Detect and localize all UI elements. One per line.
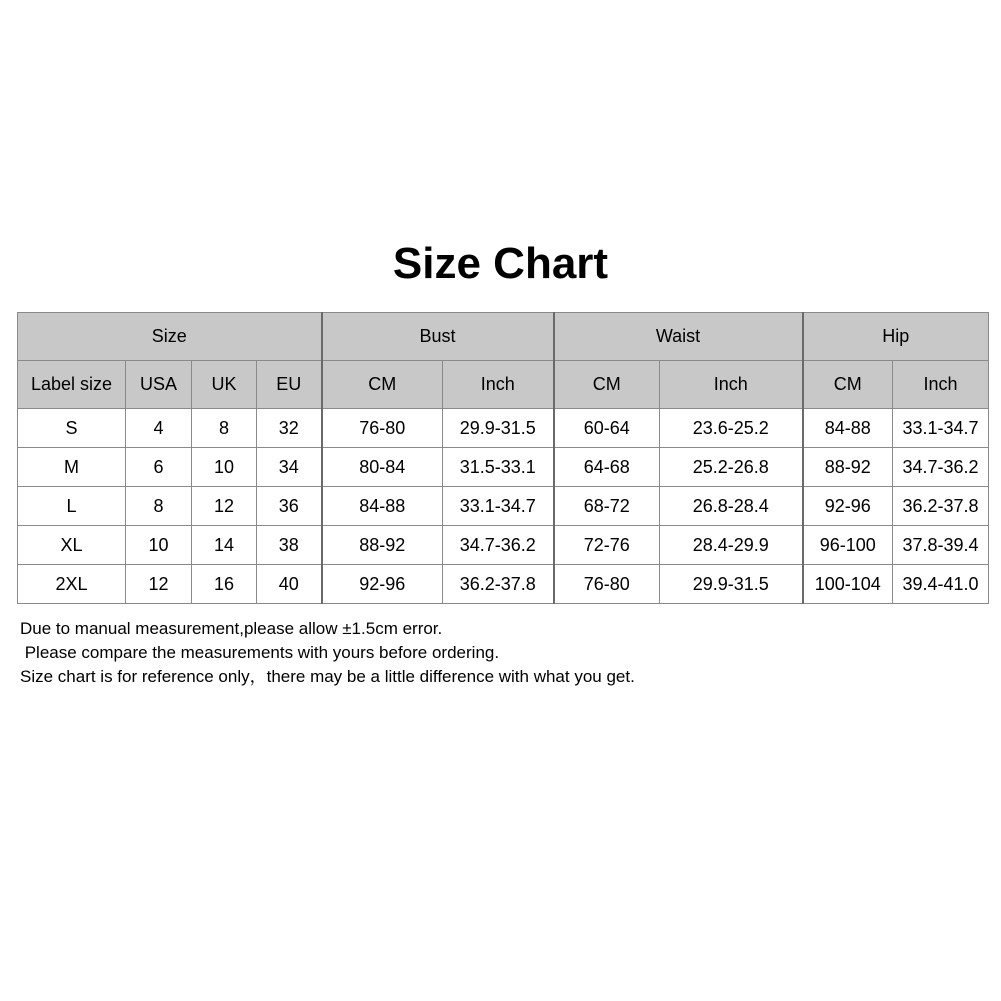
cell-usa: 8 — [126, 487, 192, 526]
subheader-hip-cm: CM — [803, 361, 893, 409]
cell-label-size: L — [18, 487, 126, 526]
cell-bust-inch: 33.1-34.7 — [443, 487, 554, 526]
group-header-waist: Waist — [554, 313, 803, 361]
table-row — [18, 565, 989, 604]
note-line: Due to manual measurement,please allow ±1.5cm error. — [20, 619, 443, 638]
cell-hip-cm: 84-88 — [803, 409, 893, 448]
table-row — [18, 526, 989, 565]
cell-hip-inch: 37.8-39.4 — [893, 526, 989, 565]
note-line: Size chart is for reference only，there may be a little difference with what you get. — [20, 667, 635, 686]
cell-label-size: 2XL — [18, 565, 126, 604]
cell-uk: 14 — [192, 526, 257, 565]
cell-eu: 40 — [257, 565, 322, 604]
cell-waist-inch: 28.4-29.9 — [660, 526, 803, 565]
subheader-hip-inch: Inch — [893, 361, 989, 409]
subheader-bust-inch: Inch — [443, 361, 554, 409]
cell-uk: 10 — [192, 448, 257, 487]
cell-usa: 6 — [126, 448, 192, 487]
cell-hip-inch: 39.4-41.0 — [893, 565, 989, 604]
cell-bust-cm: 80-84 — [322, 448, 443, 487]
cell-bust-inch: 29.9-31.5 — [443, 409, 554, 448]
cell-eu: 32 — [257, 409, 322, 448]
cell-hip-cm: 100-104 — [803, 565, 893, 604]
page-title: Size Chart — [392, 239, 609, 288]
cell-uk: 12 — [192, 487, 257, 526]
cell-waist-cm: 60-64 — [554, 409, 660, 448]
subheader-uk: UK — [192, 361, 257, 409]
cell-bust-inch: 31.5-33.1 — [443, 448, 554, 487]
cell-eu: 36 — [257, 487, 322, 526]
cell-label-size: M — [18, 448, 126, 487]
size-chart-table — [17, 312, 989, 604]
cell-waist-cm: 76-80 — [554, 565, 660, 604]
cell-bust-inch: 36.2-37.8 — [443, 565, 554, 604]
cell-uk: 8 — [192, 409, 257, 448]
cell-usa: 4 — [126, 409, 192, 448]
cell-waist-cm: 64-68 — [554, 448, 660, 487]
table-row — [18, 448, 989, 487]
cell-waist-inch: 26.8-28.4 — [660, 487, 803, 526]
cell-bust-cm: 76-80 — [322, 409, 443, 448]
cell-uk: 16 — [192, 565, 257, 604]
group-header-row — [18, 313, 989, 361]
cell-bust-cm: 88-92 — [322, 526, 443, 565]
subheader-bust-cm: CM — [322, 361, 443, 409]
cell-waist-inch: 29.9-31.5 — [660, 565, 803, 604]
cell-label-size: S — [18, 409, 126, 448]
cell-hip-cm: 92-96 — [803, 487, 893, 526]
cell-waist-cm: 72-76 — [554, 526, 660, 565]
cell-hip-inch: 34.7-36.2 — [893, 448, 989, 487]
cell-waist-cm: 68-72 — [554, 487, 660, 526]
table-row — [18, 487, 989, 526]
subheader-waist-cm: CM — [554, 361, 660, 409]
cell-label-size: XL — [18, 526, 126, 565]
note-line: Please compare the measurements with yours before ordering. — [20, 643, 500, 662]
cell-bust-cm: 92-96 — [322, 565, 443, 604]
subheader-usa: USA — [126, 361, 192, 409]
subheader-eu: EU — [257, 361, 322, 409]
cell-waist-inch: 25.2-26.8 — [660, 448, 803, 487]
cell-waist-inch: 23.6-25.2 — [660, 409, 803, 448]
cell-eu: 34 — [257, 448, 322, 487]
group-header-hip: Hip — [803, 313, 989, 361]
notes — [20, 617, 635, 689]
cell-bust-cm: 84-88 — [322, 487, 443, 526]
cell-hip-cm: 88-92 — [803, 448, 893, 487]
group-header-size: Size — [18, 313, 322, 361]
group-header-bust: Bust — [322, 313, 554, 361]
cell-usa: 12 — [126, 565, 192, 604]
cell-hip-inch: 36.2-37.8 — [893, 487, 989, 526]
cell-hip-inch: 33.1-34.7 — [893, 409, 989, 448]
subheader-row — [18, 361, 989, 409]
cell-hip-cm: 96-100 — [803, 526, 893, 565]
subheader-label-size: Label size — [18, 361, 126, 409]
cell-usa: 10 — [126, 526, 192, 565]
subheader-waist-inch: Inch — [660, 361, 803, 409]
table-row — [18, 409, 989, 448]
cell-eu: 38 — [257, 526, 322, 565]
cell-bust-inch: 34.7-36.2 — [443, 526, 554, 565]
